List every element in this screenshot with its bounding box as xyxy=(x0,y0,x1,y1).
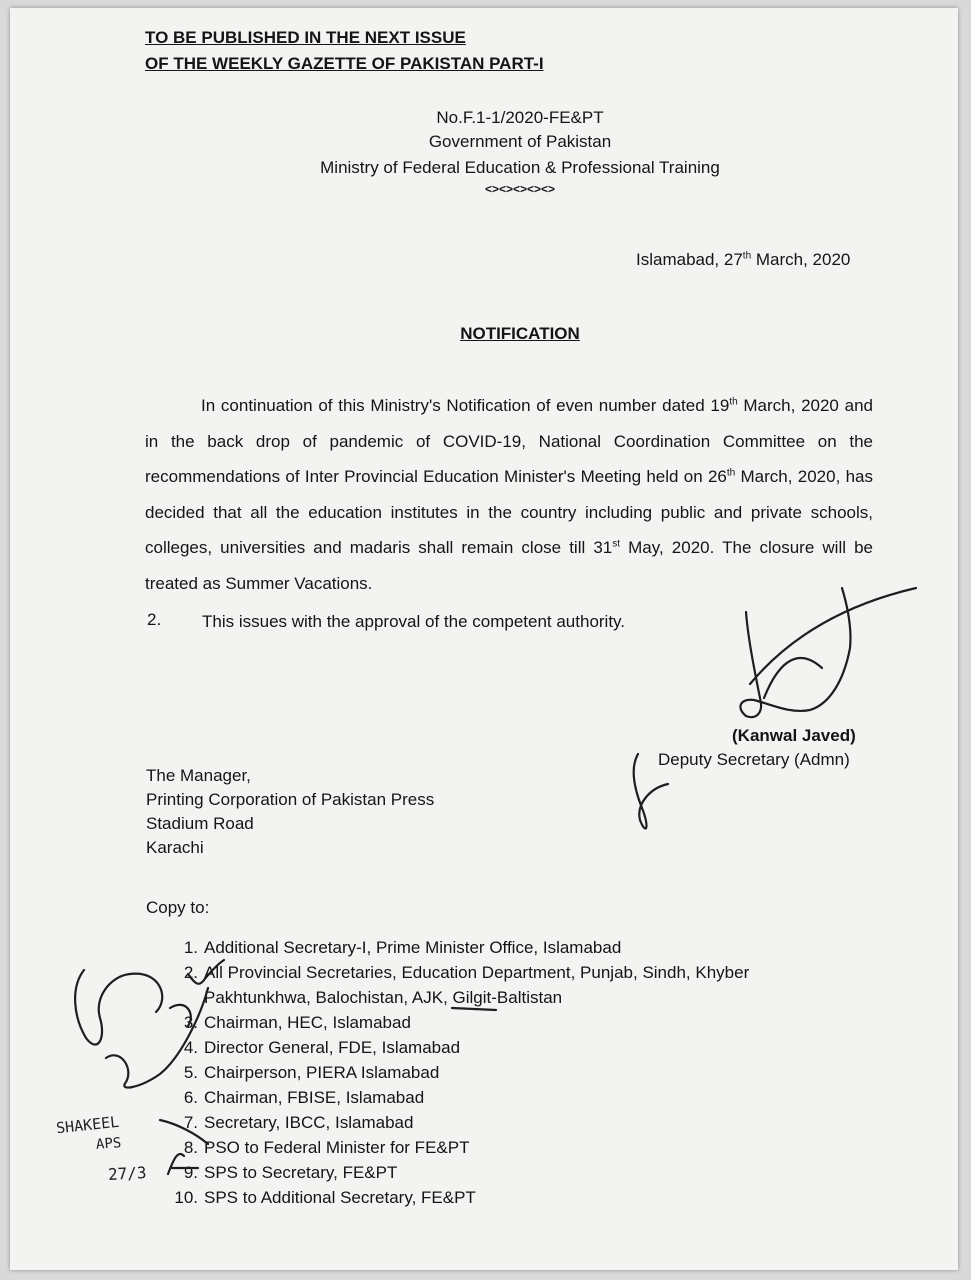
copy-item: 6. Chairman, FBISE, Islamabad xyxy=(183,1088,425,1107)
copy-item: 4. Director General, FDE, Islamabad xyxy=(183,1038,461,1057)
p1-part-b: March, 2020 and in the back drop of pandemic of COVID-19, National Coordination Committee on the recommendations of Inter Provincial Education Minister's Meeting held on 26 xyxy=(145,396,873,487)
copy-item: 1. Additional Secretary-I, Prime Minister Office, Islamabad xyxy=(183,938,622,957)
gazette-header-line2: OF THE WEEKLY GAZETTE OF PAKISTAN PART-I xyxy=(145,54,544,73)
addressee-line-4: Karachi xyxy=(146,838,204,857)
document-page xyxy=(10,8,958,1270)
signatory-name: (Kanwal Javed) xyxy=(732,726,856,745)
gazette-header-line1: TO BE PUBLISHED IN THE NEXT ISSUE xyxy=(145,28,466,47)
signatory-designation: Deputy Secretary (Admn) xyxy=(658,750,850,769)
addressee-line-1: The Manager, xyxy=(146,766,251,785)
p1-part-c: March, 2020, has decided that all the education institutes in the country including public and private schools, colleges, universities and madaris shall remain close till 31 xyxy=(145,467,873,558)
date-month-year: March, 2020 xyxy=(751,250,851,269)
p1-part-d: May, 2020. The closure will be treated as Summer Vacations. xyxy=(145,538,873,593)
copy-item: 3. Chairman, HEC, Islamabad xyxy=(183,1013,411,1032)
initial-mark-left xyxy=(75,970,162,1045)
copy-item: 5. Chairperson, PIERA Islamabad xyxy=(183,1063,440,1082)
ministry-name: Ministry of Federal Education & Professional Training xyxy=(320,158,720,177)
copy-item: 8. PSO to Federal Minister for FE&PT xyxy=(183,1138,470,1157)
handwritten-note-title: APS xyxy=(95,1135,122,1153)
body-paragraph-1 xyxy=(145,388,873,602)
paragraph-2-text: This issues with the approval of the competent authority. xyxy=(202,612,626,631)
reference-number: No.F.1-1/2020-FE&PT xyxy=(436,108,604,127)
copy-item-continuation: Pakhtunkhwa, Balochistan, AJK, Gilgit-Baltistan xyxy=(204,988,563,1007)
paragraph-2-number: 2. xyxy=(147,610,162,629)
copy-item: 2. All Provincial Secretaries, Education Department, Punjab, Sindh, Khyber xyxy=(183,963,750,982)
handwritten-note-name: SHAKEEL xyxy=(55,1112,120,1138)
copy-item: 7. Secretary, IBCC, Islamabad xyxy=(183,1113,414,1132)
handwritten-note-date: 27/3 xyxy=(107,1163,148,1184)
date-place: Islamabad, 27 xyxy=(636,250,743,269)
copy-item: 9. SPS to Secretary, FE&PT xyxy=(183,1163,398,1182)
copy-item: 10. SPS to Additional Secretary, FE&PT xyxy=(174,1188,476,1207)
addressee-line-3: Stadium Road xyxy=(146,814,254,833)
p1-sup-1: th xyxy=(729,396,738,408)
government-name: Government of Pakistan xyxy=(428,132,612,151)
date-line xyxy=(636,250,850,270)
p1-sup-2: th xyxy=(726,467,736,479)
ornament-divider: <><><><><> xyxy=(484,182,556,196)
signature-stroke xyxy=(750,588,916,684)
addressee-line-2: Printing Corporation of Pakistan Press xyxy=(146,790,435,809)
copy-to-label: Copy to: xyxy=(146,898,210,917)
notification-title: NOTIFICATION xyxy=(460,324,580,343)
date-suffix: th xyxy=(742,250,752,262)
p1-part-a: In continuation of this Ministry's Notification of even number dated 19 xyxy=(201,396,730,415)
p1-sup-3: st xyxy=(612,538,621,550)
signature-mark xyxy=(740,588,850,717)
handwritten-marks xyxy=(10,8,958,1270)
